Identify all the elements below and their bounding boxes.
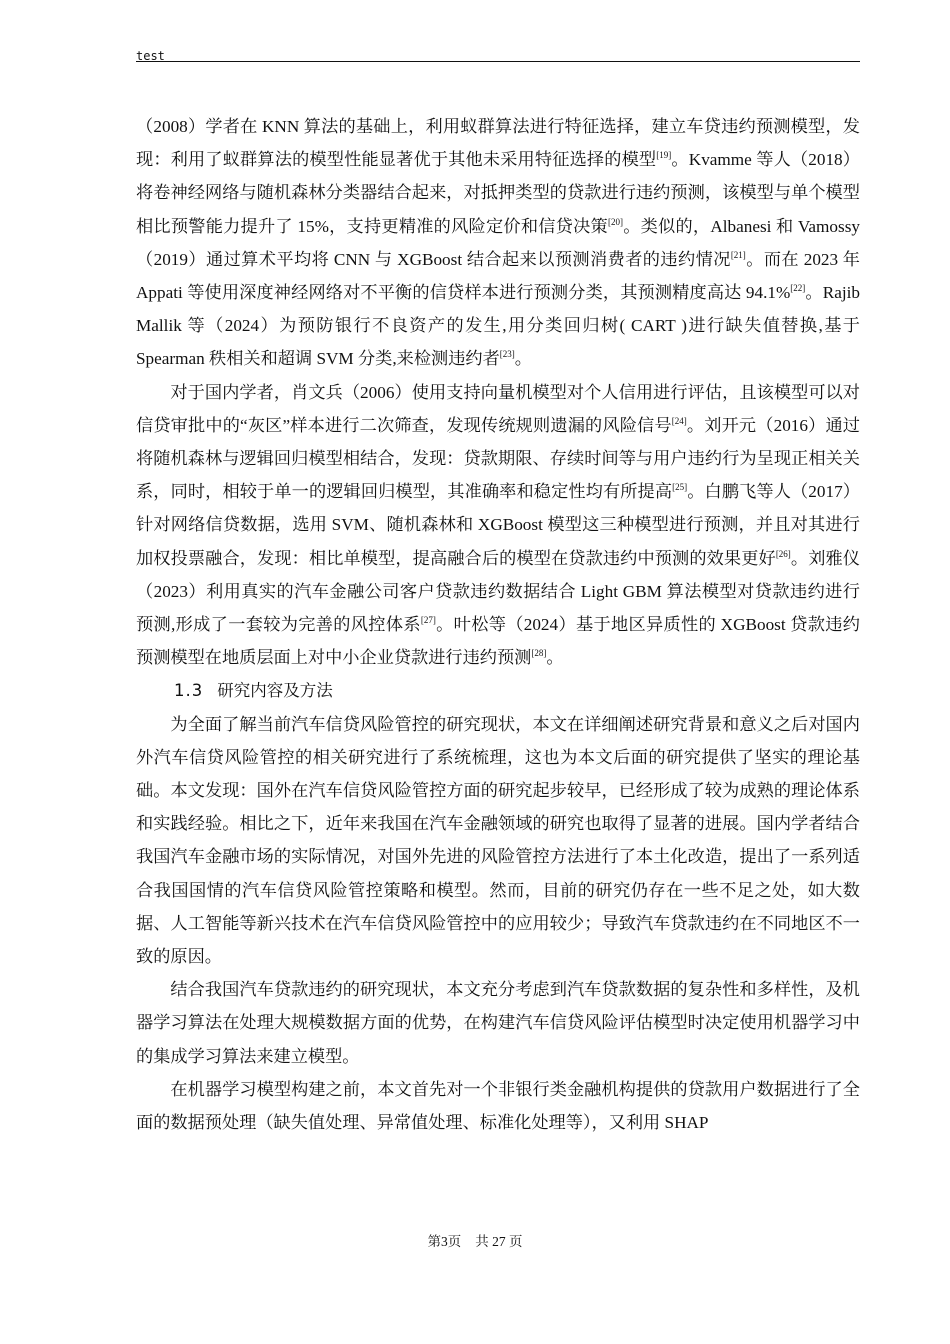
citation: [26] [775, 548, 791, 559]
section-heading [136, 674, 860, 707]
text-run: 。而在 2023 年 Appati 等使用深度神经网络对不平衡的信贷样本进行预测分类，其预测精度高达 94.1% [136, 249, 860, 303]
section-number: 1.3 [174, 681, 204, 701]
text-run: 。叶松等（2024）基于地区异质性的 XGBoost 贷款违约预测模型在地质层面上对中小企业贷款进行违约预测 [136, 615, 860, 668]
citation: [22] [790, 283, 806, 294]
paragraph-foreign-research [136, 110, 860, 376]
paragraph-research-summary: 为全面了解当前汽车信贷风险管控的研究现状，本文在详细阐述研究背景和意义之后对国内外汽车信贷风险管控的相关研究进行了系统梳理，这也为本文后面的研究提供了坚实的理论基础。本文发现：国外在汽车信贷风险管控方面的研究起步较早，已经形成了较为成熟的理论体系和实践经验。相比之下，近年来我国在汽车金融领域的研究也取得了显著的进展。国内学者结合我国汽车金融市场的实际情况，对国外先进的风险管控方法进行了本土化改造，提出了一系列适合我国国情的汽车信贷风险管控策略和模型。然而，目前的研究仍存在一些不足之处，如大数据、人工智能等新兴技术在汽车信贷风险管控中的应用较少；导致汽车贷款违约在不同地区不一致的原因。 [136, 714, 860, 967]
paragraph-research-approach: 结合我国汽车贷款违约的研究现状，本文充分考虑到汽车贷款数据的复杂性和多样性，及机器学习算法在处理大规模数据方面的优势，在构建汽车信贷风险评估模型时决定使用机器学习中的集成学习算法来建立模型。 [136, 980, 860, 1066]
citation: [27] [420, 615, 436, 626]
text-run: 。类似的，Albanesi 和 Vamossy（2019）通过算术平均将 CNN 与 XGBoost 结合起来以预测消费者的违约情况 [136, 216, 860, 269]
citation: [21] [730, 249, 746, 260]
text-run: 。白鹏飞等人（2017）针对网络信贷数据，选用 SVM、随机森林和 XGBoost 模型这三种模型进行预测，并且对其进行加权投票融合，发现：相比单模型，提高融合后的模型在贷款违约中预测的效果更好 [136, 482, 860, 568]
citation: [24] [671, 415, 687, 426]
citation: [28] [531, 648, 547, 659]
text-run: 。Kvamme 等人（2018）将卷神经网络与随机森林分类器结合起来，对抵押类型的贷款进行违约预测，该模型与单个模型相比预警能力提升了 15%，支持更精准的风险定价和信贷决策 [136, 150, 860, 236]
citation: [25] [672, 482, 688, 493]
paragraph-domestic-research [136, 376, 860, 675]
citation: [20] [607, 216, 623, 227]
text-run: 。刘开元（2016）通过将随机森林与逻辑回归模型相结合，发现：贷款期限、存续时间等与用户违约行为呈现正相关关系，同时，相较于单一的逻辑回归模型，其准确率和稳定性均有所提高 [136, 415, 860, 502]
text-run: 。Rajib Mallik 等（2024）为预防银行不良资产的发生,用分类回归树( CART )进行缺失值替换,基于 Spearman 秩相关和超调 SVM 分类,来检测违约者 [136, 283, 860, 369]
text-run: 。 [546, 648, 564, 668]
text-run: 对于国内学者，肖文兵（2006）使用支持向量机模型对个人信用进行评估，且该模型可以对信贷审批中的“灰区”样本进行二次筛查，发现传统规则遗漏的风险信号 [136, 382, 860, 435]
text-run: 。 [514, 349, 532, 369]
text-run: 。刘雅仪（2023）利用真实的汽车金融公司客户贷款违约数据结合 Light GBM 算法模型对贷款违约进行预测,形成了一套较为完善的风控体系 [136, 548, 860, 635]
citation: [19] [656, 150, 672, 161]
header-rule [136, 61, 860, 62]
page-number: 第3页 [427, 1234, 462, 1249]
section-title: 研究内容及方法 [217, 681, 333, 701]
page-total: 共 27 页 [475, 1234, 523, 1249]
page-footer [0, 1230, 950, 1250]
citation: [23] [499, 349, 515, 360]
paragraph-data-preprocessing: 在机器学习模型构建之前，本文首先对一个非银行类金融机构提供的贷款用户数据进行了全面的数据预处理（缺失值处理、异常值处理、标准化处理等），又利用 SHAP [136, 1079, 860, 1133]
text-run: （2008）学者在 KNN 算法的基础上，利用蚁群算法进行特征选择，建立车贷违约预测模型，发现：利用了蚁群算法的模型性能显著优于其他未采用特征选择的模型 [136, 117, 860, 170]
body-text [136, 110, 860, 1139]
running-header: test [136, 49, 165, 63]
